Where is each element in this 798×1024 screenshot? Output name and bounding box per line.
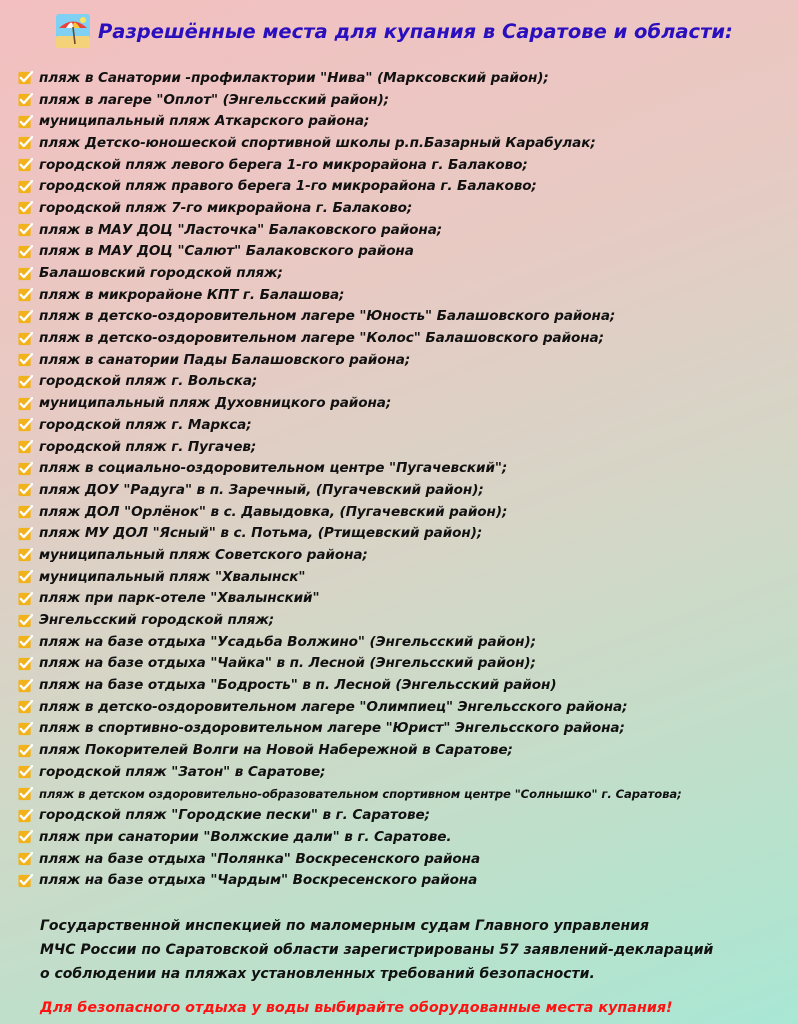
checkmark-icon — [18, 439, 33, 454]
checkmark-icon — [18, 721, 33, 736]
beach-name: пляж в детско-оздоровительном лагере "Юность" Балашовского района; — [39, 308, 616, 325]
beach-name: пляж Детско-юношеской спортивной школы р.п.Базарный Карабулак; — [39, 134, 596, 151]
checkmark-icon — [18, 266, 33, 281]
list-item — [18, 154, 682, 176]
info-line-2: МЧС России по Саратовской области зарегистрированы 57 заявлений-деклараций — [40, 942, 714, 958]
checkmark-icon — [18, 873, 33, 888]
list-item — [18, 848, 682, 870]
beach-name: городской пляж 7-го микрорайона г. Балаково; — [39, 199, 413, 216]
list-item — [18, 783, 682, 805]
beach-name: пляж на базе отдыха "Чайка" в п. Лесной (Энгельсский район); — [39, 655, 536, 672]
list-item — [18, 175, 682, 197]
list-item — [18, 371, 682, 393]
list-item — [18, 110, 682, 132]
checkmark-icon — [18, 699, 33, 714]
list-item — [18, 457, 682, 479]
list-item — [18, 392, 682, 414]
checkmark-icon — [18, 526, 33, 541]
beach-name: пляж в Санатории -профилактории "Нива" (Марксовский район); — [39, 69, 549, 86]
checkmark-icon — [18, 634, 33, 649]
beach-name: муниципальный пляж Советского района; — [39, 546, 368, 563]
list-item — [18, 544, 682, 566]
beach-name: пляж при санатории "Волжские дали" в г. Саратове. — [39, 828, 452, 845]
list-item — [18, 566, 682, 588]
beach-name: городской пляж правого берега 1-го микрорайона г. Балаково; — [39, 178, 537, 195]
list-item — [18, 67, 682, 89]
checkmark-icon — [18, 70, 33, 85]
beach-name: пляж в детско-оздоровительном лагере "Олимпиец" Энгельсского района; — [39, 698, 628, 715]
list-item — [18, 739, 682, 761]
beach-umbrella-icon — [56, 14, 90, 48]
list-item — [18, 631, 682, 653]
beach-name: пляж в лагере "Оплот" (Энгельсский район); — [39, 91, 390, 108]
checkmark-icon — [18, 569, 33, 584]
list-item — [18, 761, 682, 783]
checkmark-icon — [18, 114, 33, 129]
checkmark-icon — [18, 352, 33, 367]
info-paragraph — [40, 914, 713, 986]
checkmark-icon — [18, 656, 33, 671]
beach-name: муниципальный пляж "Хвалынск" — [39, 568, 306, 585]
list-item — [18, 89, 682, 111]
beach-name: Энгельсский городской пляж; — [39, 612, 275, 629]
beach-name: городской пляж левого берега 1-го микрорайона г. Балаково; — [39, 156, 528, 173]
list-item — [18, 653, 682, 675]
list-item — [18, 349, 682, 371]
checkmark-icon — [18, 613, 33, 628]
checkmark-icon — [18, 309, 33, 324]
checkmark-icon — [18, 547, 33, 562]
list-item — [18, 609, 682, 631]
safety-warning: Для безопасного отдыха у воды выбирайте оборудованные места купания! — [40, 1000, 673, 1016]
header — [56, 14, 733, 48]
list-item — [18, 479, 682, 501]
list-item — [18, 869, 682, 891]
beach-name: городской пляж г. Маркса; — [39, 416, 252, 433]
list-item — [18, 414, 682, 436]
beach-list — [18, 67, 682, 891]
checkmark-icon — [18, 287, 33, 302]
checkmark-icon — [18, 829, 33, 844]
checkmark-icon — [18, 764, 33, 779]
beach-name: пляж на базе отдыха "Полянка" Воскресенского района — [39, 850, 481, 867]
beach-name: Балашовский городской пляж; — [39, 265, 283, 282]
beach-name: городской пляж "Затон" в Саратове; — [39, 763, 326, 780]
list-item — [18, 132, 682, 154]
list-item — [18, 674, 682, 696]
list-item — [18, 284, 682, 306]
checkmark-icon — [18, 786, 33, 801]
list-item — [18, 436, 682, 458]
beach-name: муниципальный пляж Духовницкого района; — [39, 395, 392, 412]
beach-name: пляж на базе отдыха "Бодрость" в п. Лесной (Энгельсский район) — [39, 677, 557, 694]
checkmark-icon — [18, 743, 33, 758]
beach-name: пляж в спортивно-оздоровительном лагере "Юрист" Энгельсского района; — [39, 720, 625, 737]
list-item — [18, 219, 682, 241]
beach-name: городской пляж "Городские пески" в г. Саратове; — [39, 807, 430, 824]
list-item — [18, 718, 682, 740]
list-item — [18, 696, 682, 718]
beach-name: пляж в детско-оздоровительном лагере "Колос" Балашовского района; — [39, 330, 604, 347]
list-item — [18, 804, 682, 826]
list-item — [18, 588, 682, 610]
beach-name: пляж в санатории Пады Балашовского района; — [39, 351, 411, 368]
checkmark-icon — [18, 374, 33, 389]
beach-name: пляж Покорителей Волги на Новой Набережной в Саратове; — [39, 742, 513, 759]
checkmark-icon — [18, 417, 33, 432]
list-item — [18, 241, 682, 263]
checkmark-icon — [18, 200, 33, 215]
list-item — [18, 522, 682, 544]
info-line-3: о соблюдении на пляжах установленных требований безопасности. — [40, 966, 595, 982]
list-item — [18, 197, 682, 219]
list-item — [18, 826, 682, 848]
beach-name: пляж ДОУ "Радуга" в п. Заречный, (Пугачевский район); — [39, 481, 484, 498]
beach-name: городской пляж г. Вольска; — [39, 373, 258, 390]
checkmark-icon — [18, 591, 33, 606]
beach-name: пляж на базе отдыха "Чардым" Воскресенского района — [39, 872, 478, 889]
checkmark-icon — [18, 222, 33, 237]
list-item — [18, 262, 682, 284]
checkmark-icon — [18, 482, 33, 497]
info-line-1: Государственной инспекцией по маломерным судам Главного управления — [40, 918, 649, 934]
beach-name: пляж на базе отдыха "Усадьба Волжино" (Энгельсский район); — [39, 633, 536, 650]
checkmark-icon — [18, 504, 33, 519]
checkmark-icon — [18, 461, 33, 476]
checkmark-icon — [18, 244, 33, 259]
beach-name: пляж при парк-отеле "Хвалынский" — [39, 590, 320, 607]
beach-name: пляж МУ ДОЛ "Ясный" в с. Потьма, (Ртищевский район); — [39, 525, 483, 542]
checkmark-icon — [18, 808, 33, 823]
checkmark-icon — [18, 331, 33, 346]
list-item — [18, 501, 682, 523]
beach-name: пляж в МАУ ДОЦ "Салют" Балаковского района — [39, 243, 414, 260]
checkmark-icon — [18, 135, 33, 150]
beach-name: городской пляж г. Пугачев; — [39, 438, 257, 455]
beach-name: муниципальный пляж Аткарского района; — [39, 113, 370, 130]
checkmark-icon — [18, 92, 33, 107]
beach-name: пляж ДОЛ "Орлёнок" в с. Давыдовка, (Пугачевский район); — [39, 503, 508, 520]
beach-name: пляж в детском оздоровительно-образовательном спортивном центре "Солнышко" г. Саратова; — [39, 786, 682, 801]
checkmark-icon — [18, 678, 33, 693]
checkmark-icon — [18, 851, 33, 866]
list-item — [18, 306, 682, 328]
beach-name: пляж в микрорайоне КПТ г. Балашова; — [39, 286, 345, 303]
list-item — [18, 327, 682, 349]
checkmark-icon — [18, 396, 33, 411]
beach-name: пляж в МАУ ДОЦ "Ласточка" Балаковского района; — [39, 221, 443, 238]
beach-name: пляж в социально-оздоровительном центре "Пугачевский"; — [39, 460, 508, 477]
checkmark-icon — [18, 157, 33, 172]
page-title: Разрешённые места для купания в Саратове и области: — [98, 19, 733, 43]
checkmark-icon — [18, 179, 33, 194]
